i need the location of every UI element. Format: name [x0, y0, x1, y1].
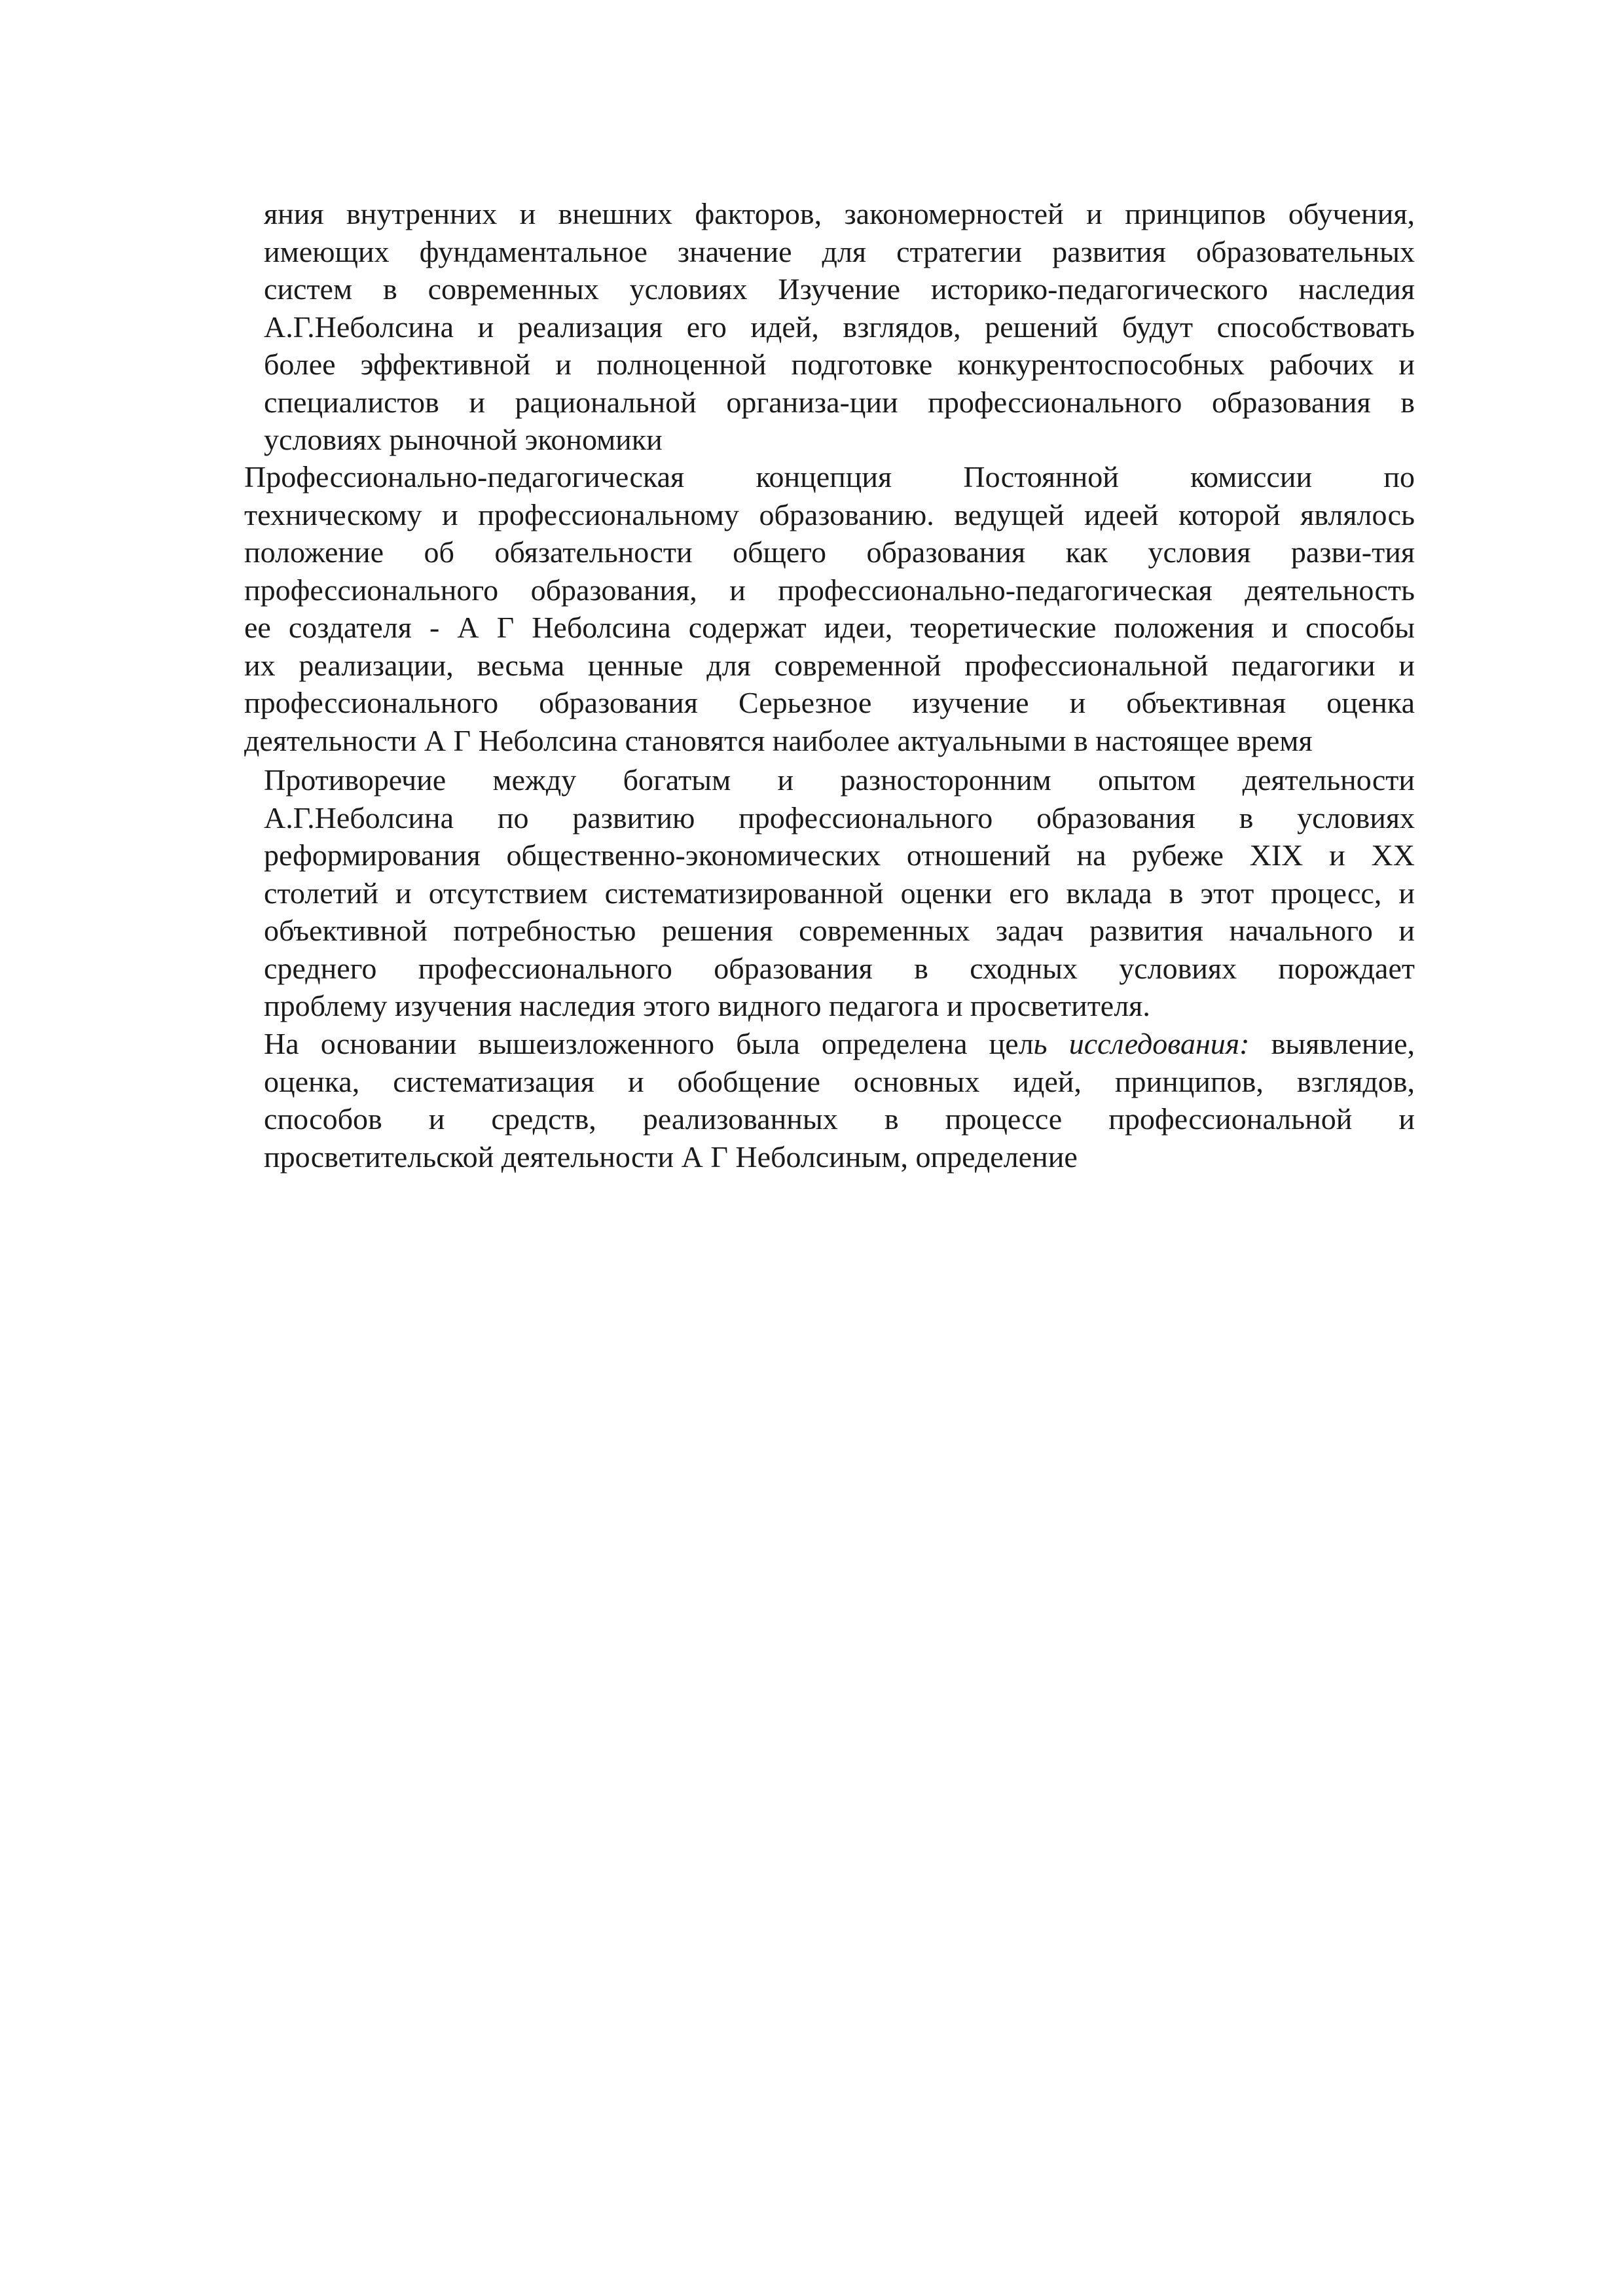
text-line: способов и средств, реализованных в процессе профессиональной и [264, 1102, 1415, 1136]
text-run: На основании вышеизложенного была определена цел [264, 1027, 1034, 1060]
text-line: имеющих фундаментальное значение для стратегии развития образовательных [264, 234, 1415, 268]
paragraph-1 [264, 195, 1415, 459]
text-line: оценка, систематизация и обобщение основных идей, принципов, взглядов, [264, 1064, 1415, 1098]
text-line: Профессионально-педагогическая концепция Постоянной комиссии по [244, 460, 1415, 493]
text-line: объективной потребностью решения современных задач развития начального и [264, 914, 1415, 947]
text-line: среднего профессионального образования в сходных условиях порождает [264, 951, 1415, 985]
text-line: специалистов и рациональной организа-ции профессионального образования в [264, 385, 1415, 419]
text-line [264, 1025, 1415, 1063]
text-line: просветительской деятельности А Г Неболсиным, определение [264, 1139, 1078, 1174]
text-line: Противоречие между богатым и разносторонним опытом деятельности [264, 763, 1415, 797]
text-line: реформирования общественно-экономических отношений на рубеже XIX и XX [264, 838, 1415, 872]
text-line: техническому и профессиональному образованию. ведущей идеей которой являлось [244, 497, 1415, 531]
paragraph-2 [244, 458, 1415, 759]
italic-term: ь исследования: [1033, 1027, 1250, 1060]
text-line: яния внутренних и внешних факторов, закономерностей и принципов обучения, [264, 197, 1415, 230]
text-line: положение об обязательности общего образования как условия разви-тия [244, 535, 1415, 569]
text-line: А.Г.Неболсина по развитию профессионального образования в условиях [264, 800, 1415, 834]
paragraph-3 [264, 761, 1415, 1025]
text-line: А.Г.Неболсина и реализация его идей, взглядов, решений будут способствовать [264, 310, 1415, 344]
text-line: более эффективной и полноценной подготовке конкурентоспособных рабочих и [264, 348, 1415, 381]
text-line: проблему изучения наследия этого видного педагога и просветителя. [264, 989, 1150, 1022]
text-line: систем в современных условиях Изучение историко-педагогического наследия [264, 272, 1415, 306]
text-run: выявление, [1249, 1027, 1415, 1060]
text-line: ее создателя - А Г Неболсина содержат идеи, теоретические положения и способы [244, 611, 1415, 644]
text-line: столетий и отсутствием систематизированной оценки его вклада в этот процесс, и [264, 876, 1415, 910]
text-line: условиях рыночной экономики [264, 423, 663, 456]
paragraph-4 [264, 1025, 1415, 1175]
text-line: деятельности А Г Неболсина становятся наиболее актуальными в настоящее время [244, 723, 1313, 757]
text-line: их реализации, весьма ценные для современной профессиональной педагогики и [244, 648, 1415, 682]
text-line: профессионального образования, и профессионально-педагогическая деятельность [244, 573, 1415, 607]
text-line: профессионального образования Серьезное изучение и объективная оценка [244, 686, 1415, 719]
